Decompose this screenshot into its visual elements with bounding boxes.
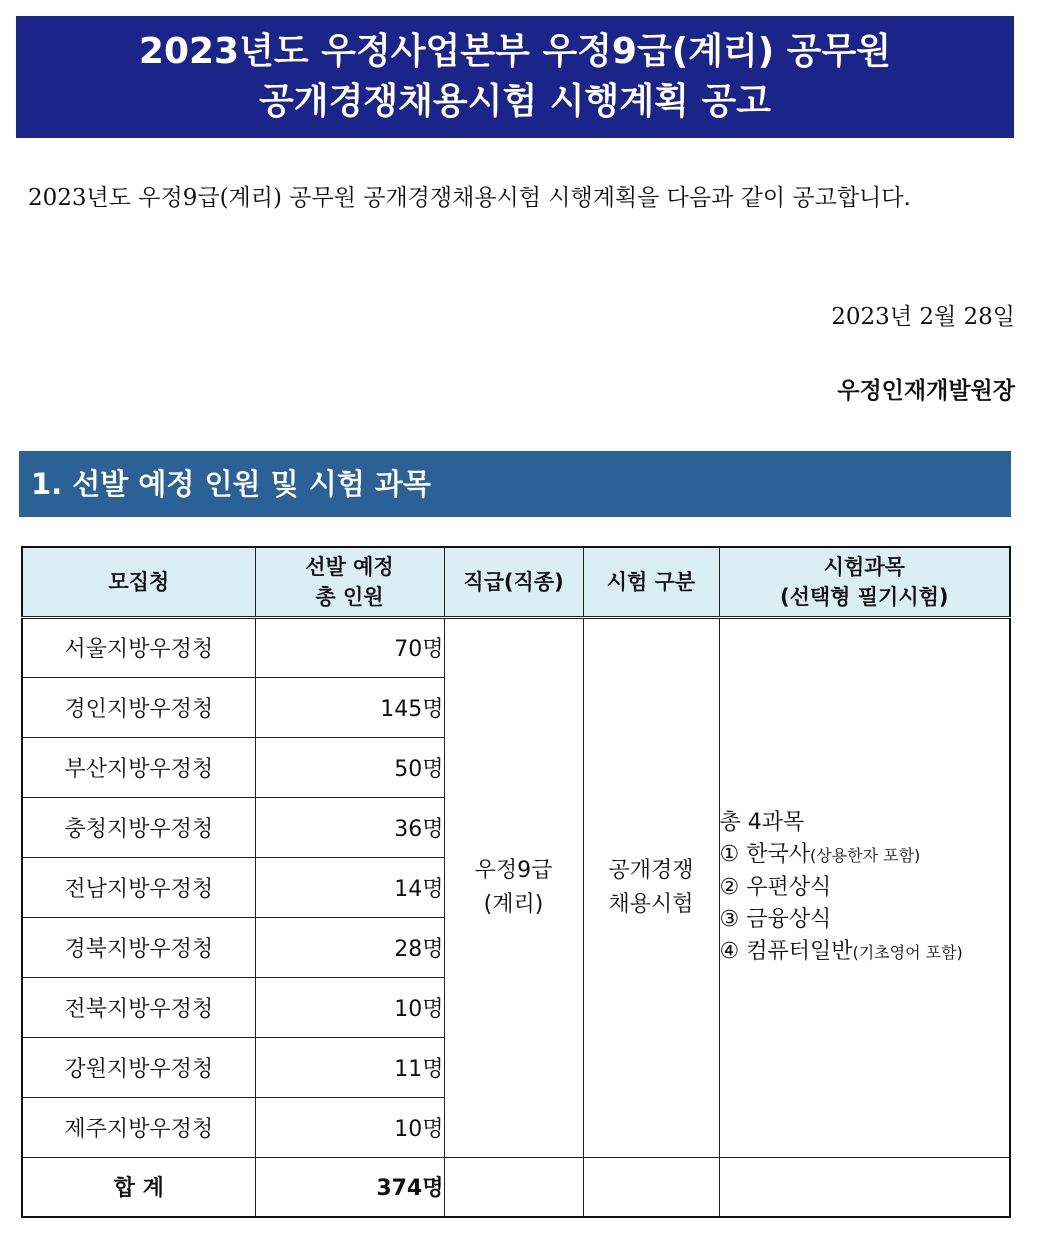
count-cell: 10명 [255, 977, 444, 1037]
count-cell: 36명 [255, 797, 444, 857]
grade-line-2: (계리) [483, 891, 544, 917]
office-cell: 제주지방우정청 [22, 1097, 255, 1157]
office-cell: 부산지방우정청 [22, 737, 255, 797]
total-label: 합 계 [22, 1157, 255, 1217]
subjects-cell [719, 617, 1010, 1157]
grade-line-1: 우정9급 [474, 857, 553, 883]
office-cell: 전남지방우정청 [22, 857, 255, 917]
section-heading-1: 1. 선발 예정 인원 및 시험 과목 [19, 451, 1011, 517]
exam-type-line-1: 공개경쟁 [608, 857, 694, 883]
subject-name: ① 한국사 [719, 841, 810, 867]
header-grade: 직급(직종) [444, 547, 583, 617]
count-cell: 28명 [255, 917, 444, 977]
grade-cell [444, 617, 583, 1157]
header-exam-type: 시험 구분 [583, 547, 719, 617]
count-cell: 11명 [255, 1037, 444, 1097]
title-banner [16, 16, 1014, 138]
subject-item [720, 872, 1010, 904]
office-cell: 서울지방우정청 [22, 617, 255, 677]
office-cell: 전북지방우정청 [22, 977, 255, 1037]
office-cell: 경인지방우정청 [22, 677, 255, 737]
subject-item [720, 904, 1010, 936]
header-count-line-1: 선발 예정 [305, 554, 394, 579]
subject-name: ② 우편상식 [719, 874, 832, 900]
header-count-line-2: 총 인원 [315, 584, 384, 609]
subject-name: ④ 컴퓨터일반 [719, 938, 853, 964]
header-office: 모집청 [22, 547, 255, 617]
count-cell: 70명 [255, 617, 444, 677]
office-cell: 강원지방우정청 [22, 1037, 255, 1097]
title-line-2: 공개경쟁채용시험 시행계획 공고 [259, 81, 771, 122]
count-cell: 10명 [255, 1097, 444, 1157]
total-empty-cell [719, 1157, 1010, 1217]
exam-type-cell [583, 617, 719, 1157]
subject-note: (기초영어 포함) [852, 942, 963, 962]
total-empty-cell [444, 1157, 583, 1217]
title-line-1: 2023년도 우정사업본부 우정9급(계리) 공무원 [138, 31, 892, 72]
exam-type-line-2: 채용시험 [608, 891, 694, 917]
subject-note: (상용한자 포함) [809, 845, 921, 865]
count-cell: 14명 [255, 857, 444, 917]
header-subjects [719, 547, 1010, 617]
header-subjects-line-2: (선택형 필기시험) [779, 584, 949, 609]
recruitment-table [21, 546, 1011, 1218]
header-subjects-line-1: 시험과목 [823, 554, 905, 579]
total-empty-cell [583, 1157, 719, 1217]
count-cell: 145명 [255, 677, 444, 737]
total-count: 374명 [255, 1157, 444, 1217]
count-cell: 50명 [255, 737, 444, 797]
header-count [255, 547, 444, 617]
office-cell: 경북지방우정청 [22, 917, 255, 977]
total-row [22, 1157, 1010, 1217]
subject-name: ③ 금융상식 [719, 906, 832, 932]
table-header-row [22, 547, 1010, 617]
subjects-total: 총 4과목 [719, 809, 805, 835]
table-row [22, 617, 1010, 677]
office-cell: 충청지방우정청 [22, 797, 255, 857]
subject-item [720, 936, 1010, 969]
announcement-date: 2023년 2월 28일 [831, 304, 1015, 330]
subject-item [720, 839, 1010, 872]
intro-paragraph: 2023년도 우정9급(계리) 공무원 공개경쟁채용시험 시행계획을 다음과 같이 공고합니다. [28, 185, 911, 211]
issuer-name: 우정인재개발원장 [837, 378, 1015, 404]
